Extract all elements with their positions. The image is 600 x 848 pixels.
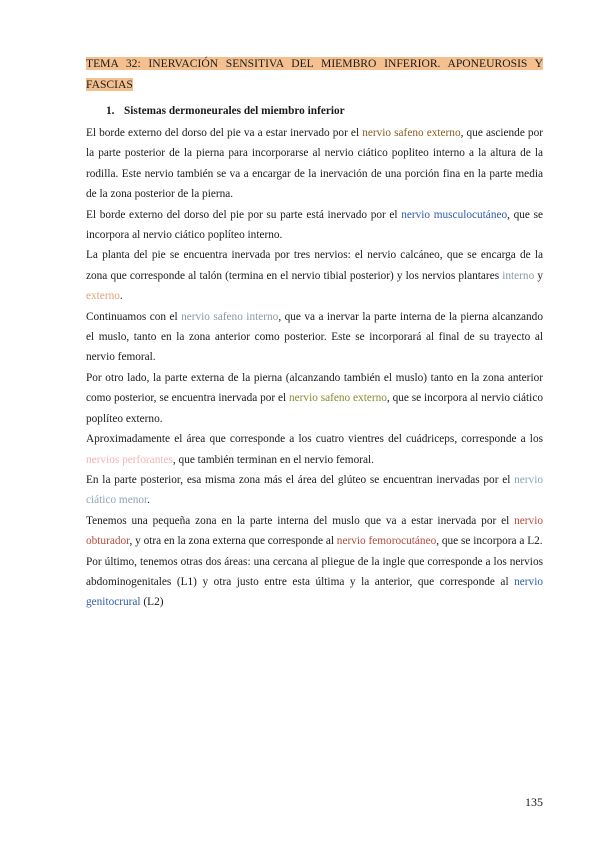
nerve-term: nervio obturador [86,514,543,548]
paragraph-9 [86,552,543,613]
paragraph-text: Por último, tenemos otras dos áreas: una cercana al pliegue de la ingle que corresponde a los nervios abdominogenitales (L1) y otra justo entre esta última y la anterior, que corresponde al [86,555,543,588]
paragraph-text: En la parte posterior, esa misma zona más el área del glúteo se encuentran inervadas por el [86,473,515,486]
section-number: 1. [106,105,115,117]
section-heading [106,101,543,121]
paragraph-text: , que va a inervar la parte interna de la pierna alcanzando el muslo, tanto en la zona anterior como posterior. Este se incorporará al final de su trayecto al nervio femoral. [86,310,543,364]
paragraph-text: y [534,269,543,282]
paragraph-3 [86,245,543,306]
nerve-term: nervio safeno externo [362,127,461,139]
nerve-term: nervio musculocutáneo [401,208,508,221]
paragraph-2 [86,205,543,246]
page-content [86,53,543,613]
paragraph-4 [86,307,543,368]
paragraph-text: (L2) [140,596,164,609]
paragraph-text: Por otro lado, la parte externa de la pierna (alcanzando también el muslo) tanto en la zona anterior como posterior, se encuentra inervada por el [86,371,543,405]
paragraph-text: , que se incorpora a L2. [436,535,543,548]
nerve-term: nervio genitocrural [86,575,543,609]
paragraph-6 [86,429,543,470]
paragraph-5 [86,368,543,429]
section-heading-text: Sistemas dermoneurales del miembro inferior [124,105,345,117]
paragraph-1 [86,123,543,205]
paragraph-text: , que se incorpora al nervio ciático poplíteo interno. [86,208,543,242]
nerve-term: nervio ciático menor [86,473,543,507]
paragraph-text: La planta del pie se encuentra inervada por tres nervios: el nervio calcáneo, que se encarga de la zona que corresponde al talón (termina en el nervio tibial posterior) y los nervios plantares [86,249,543,282]
paragraph-7 [86,470,543,511]
nerve-term: nervios perforantes [86,453,173,466]
paragraph-8 [86,511,543,552]
paragraph-text: , y otra en la zona externa que corresponde al [129,535,337,548]
paragraph-text: Tenemos una pequeña zona en la parte interna del muslo que va a estar inervada por el [86,514,515,527]
page-title [86,53,543,95]
nerve-term: externo [86,290,120,303]
paragraph-text: , que también terminan en el nervio femoral. [172,453,374,466]
paragraph-text: , que asciende por la parte posterior de la pierna para incorporarse al nervio ciático popliteo interno a la altura de la rodilla. Este nervio también se va a encargar de la inervación de una porción fina en la parte media de la zona posterior de la pierna. [86,127,543,201]
title-highlight: TEMA 32: INERVACIÓN SENSITIVA DEL MIEMBRO INFERIOR. APONEUROSIS Y FASCIAS [86,57,543,91]
paragraph-text: . [147,494,150,507]
paragraph-text: . [119,290,123,303]
page-number: 135 [525,795,543,809]
paragraph-text: Continuamos con el [86,310,182,323]
nerve-term: nervio femorocutáneo [336,535,437,548]
paragraph-text: El borde externo del dorso del pie va a estar inervado por el [86,127,363,139]
nerve-term: nervio safeno interno [181,310,279,323]
nerve-term: nervio safeno externo [289,392,387,405]
paragraph-text: , que se incorpora al nervio ciático poplíteo externo. [86,392,543,425]
nerve-term: interno [502,269,535,282]
paragraph-text: Aproximadamente el área que corresponde a los cuatro vientres del cuádriceps, corresponde a los [86,433,543,446]
paragraph-text: El borde externo del dorso del pie por su parte está inervado por el [86,208,402,221]
